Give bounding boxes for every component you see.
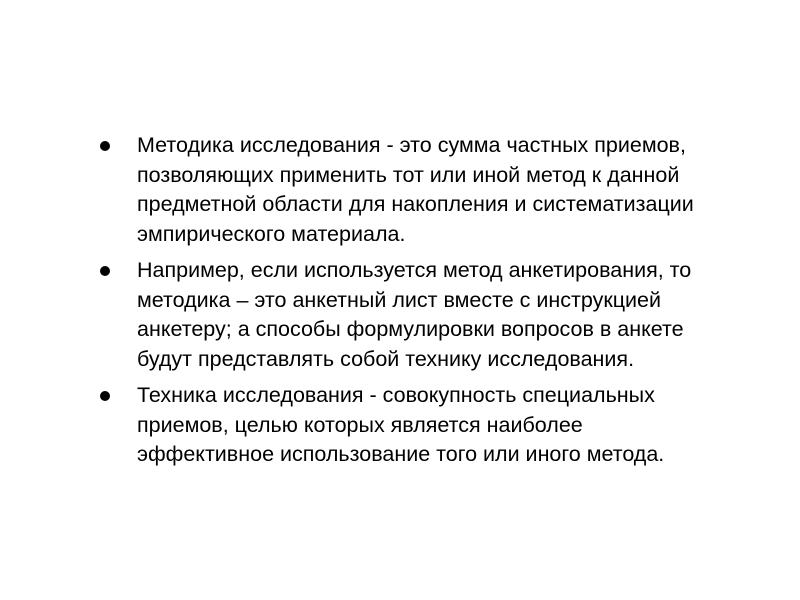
bullet-text: Техника исследования - совокупность специальных приемов, целью которых является наиболее эффективное использование того или иного метода.	[137, 383, 665, 466]
bullet-item-methodology	[100, 131, 700, 249]
bullet-item-technique	[100, 381, 700, 470]
bullet-text: Методика исследования - это сумма частных приемов, позволяющих применить тот или иной метод к данной предметной области для накопления и систематизации эмпирического материала.	[137, 133, 694, 246]
bullet-icon	[100, 141, 110, 151]
bullet-icon	[100, 391, 110, 401]
bullet-text: Например, если используется метод анкетирования, то методика – это анкетный лист вместе с инструкцией анкетеру; а способы формулировки вопросов в анкете будут представлять собой технику исследования.	[137, 258, 692, 371]
bullet-item-example	[100, 256, 700, 374]
bullet-icon	[100, 266, 110, 276]
bullet-list	[100, 131, 700, 477]
